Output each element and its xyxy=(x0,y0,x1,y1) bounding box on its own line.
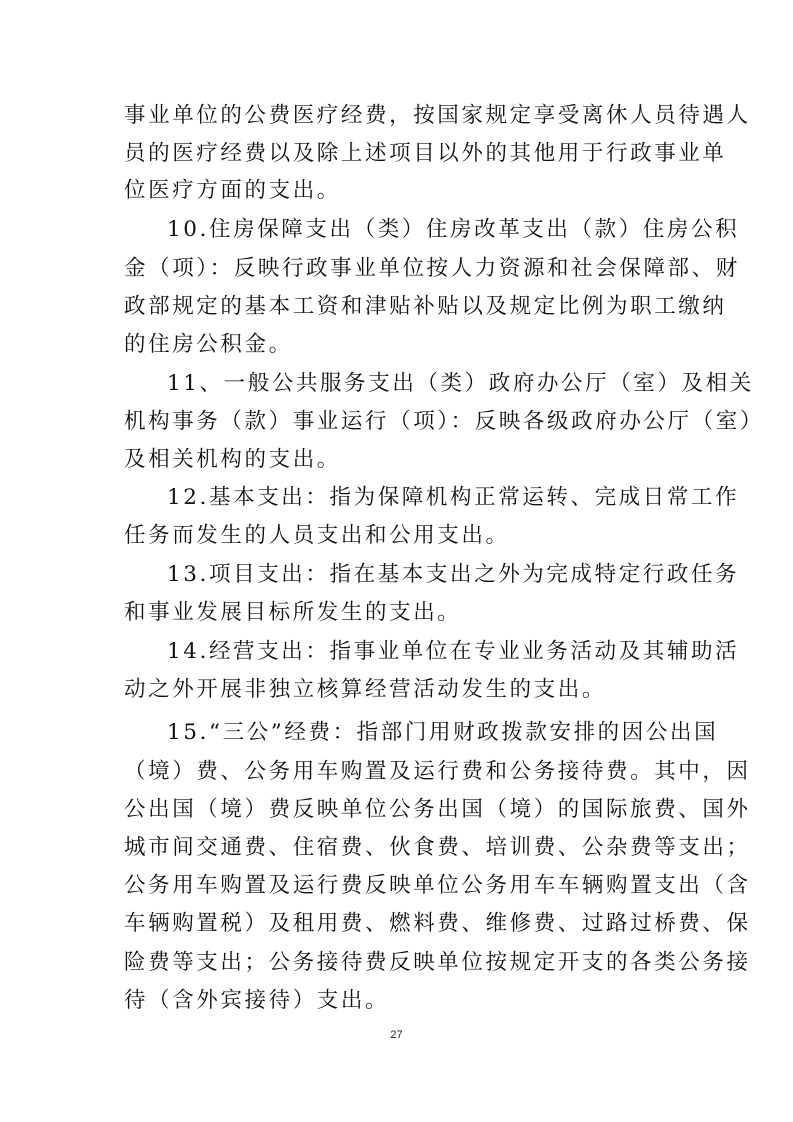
page-number: 27 xyxy=(390,1029,403,1041)
text-line: 金（项）：反映行政事业单位按人力资源和社会保障部、财 xyxy=(124,256,740,281)
paragraph-13-start: 13.项目支出：指在基本支出之外为完成特定行政任务 xyxy=(167,562,740,587)
text-line: 动之外开展非独立核算经营活动发生的支出。 xyxy=(124,677,607,702)
text-line: 公务用车购置及运行费反映单位公务用车车辆购置支出（含 xyxy=(124,873,751,898)
text-line: 城市间交通费、住宿费、伙食费、培训费、公杂费等支出； xyxy=(124,835,751,860)
text-line: 的住房公积金。 xyxy=(124,332,293,357)
text-line: 和事业发展目标所发生的支出。 xyxy=(124,600,462,625)
text-line: 险费等支出；公务接待费反映单位按规定开支的各类公务接 xyxy=(124,950,751,975)
text-line: 员的医疗经费以及除上述项目以外的其他用于行政事业单 xyxy=(124,141,727,166)
text-line: 机构事务（款）事业运行（项）：反映各级政府办公厅（室） xyxy=(124,409,764,434)
paragraph-12-start: 12.基本支出：指为保障机构正常运转、完成日常工作 xyxy=(167,485,740,510)
paragraph-10-start: 10.住房保障支出（类）住房改革支出（款）住房公积 xyxy=(167,217,740,242)
paragraph-15-start: 15.“三公”经费：指部门用财政拨款安排的因公出国 xyxy=(167,720,719,745)
text-line: 政部规定的基本工资和津贴补贴以及规定比例为职工缴纳 xyxy=(124,294,727,319)
text-line: （境）费、公务用车购置及运行费和公务接待费。其中，因 xyxy=(124,759,751,784)
text-line: 事业单位的公费医疗经费，按国家规定享受离休人员待遇人 xyxy=(124,103,751,128)
text-line: 位医疗方面的支出。 xyxy=(124,178,341,203)
text-line: 任务而发生的人员支出和公用支出。 xyxy=(124,523,510,548)
text-line: 待（含外宾接待）支出。 xyxy=(124,988,390,1013)
paragraph-14-start: 14.经营支出：指事业单位在专业业务活动及其辅助活 xyxy=(167,639,740,664)
text-line: 及相关机构的支出。 xyxy=(124,447,341,472)
text-line: 车辆购置税）及租用费、燃料费、维修费、过路过桥费、保 xyxy=(124,911,751,936)
paragraph-11-start: 11、一般公共服务支出（类）政府办公厅（室）及相关 xyxy=(167,371,754,396)
text-line: 公出国（境）费反映单位公务出国（境）的国际旅费、国外 xyxy=(124,797,751,822)
